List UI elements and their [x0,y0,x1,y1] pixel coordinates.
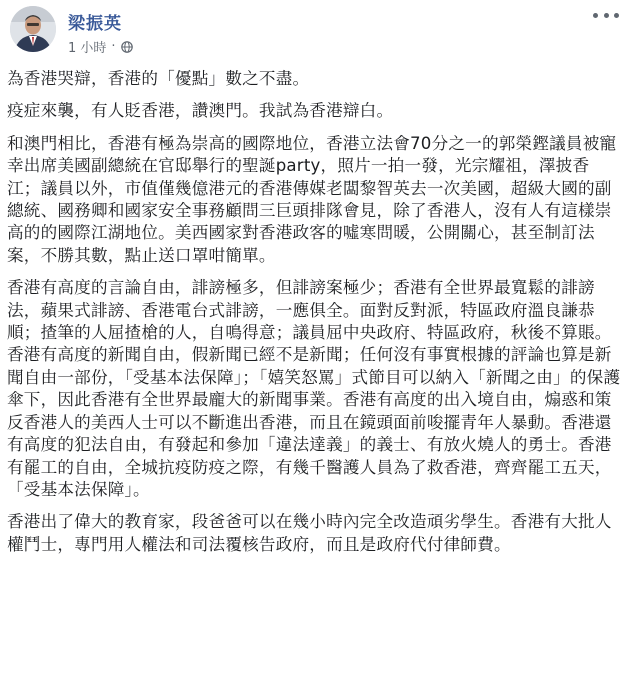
avatar[interactable] [10,6,56,52]
more-options-icon[interactable] [593,8,619,22]
post-paragraph-4: 香港有高度的言論自由，誹謗極多，但誹謗案極少；香港有全世界最寬鬆的誹謗法，蘋果式誹謗、香港電台式誹謗，一應俱全。面對反對派，特區政府溫良謙恭順；揸筆的人屈揸槍的人，自鳴得意；議員屈中央政府、特區政府，秋後不算賬。香港有高度的新聞自由，假新聞已經不是新聞；任何沒有事實根據的評論也算是新聞自由一部份，「受基本法保障」；「嬉笑怒罵」式節目可以納入「新聞之由」的保護傘下，因此香港有全世界最龐大的新聞事業。香港有高度的出入境自由，煽惑和策反香港人的美西人士可以不斷進出香港，而且在鏡頭面前唆擺青年人暴動。香港還有高度的犯法自由，有發起和參加「違法達義」的義士、有放火燒人的勇士。香港有罷工的自由，全城抗疫防疫之際，有幾千醫護人員為了救香港，齊齊罷工五天，「受基本法保障」。 [7,278,621,499]
meta-separator: · [111,39,116,54]
post-meta [68,37,133,56]
post-paragraph-1: 為香港哭辯，香港的「優點」數之不盡。 [7,69,310,88]
post-body [7,68,621,566]
author-name[interactable]: 梁振英 [68,14,122,34]
profile-photo [10,6,56,52]
post-paragraph-3: 和澳門相比，香港有極為崇高的國際地位，香港立法會70分之一的郭榮鏗議員被寵幸出席美國副總統在官邸舉行的聖誕party，照片一拍一發，光宗耀祖，澤披香江；議員以外，市值僅幾億港元的香港傳媒老闆黎智英去一次美國，超級大國的副總統、國務卿和國家安全事務顧問三巨頭排隊會見，除了香港人，沒有人有這樣崇高的的國際江湖地位。美西國家對香港政客的噓寒問暖，公開關心，甚至制訂法案，不勝其數，點止送口罩咁簡單。 [7,133,617,265]
post-paragraph-2: 疫症來襲，有人貶香港，讚澳門。我試為香港辯白。 [7,101,394,121]
post-header [0,0,631,62]
post-paragraph-5: 香港出了偉大的教育家，段爸爸可以在幾小時內完全改造頑劣學生。香港有大批人權鬥士，專門用人權法和司法覆核告政府，而且是政府代付律師費。 [7,512,612,554]
post-timestamp[interactable]: 1 小時 [68,41,107,56]
globe-icon[interactable] [121,41,133,53]
